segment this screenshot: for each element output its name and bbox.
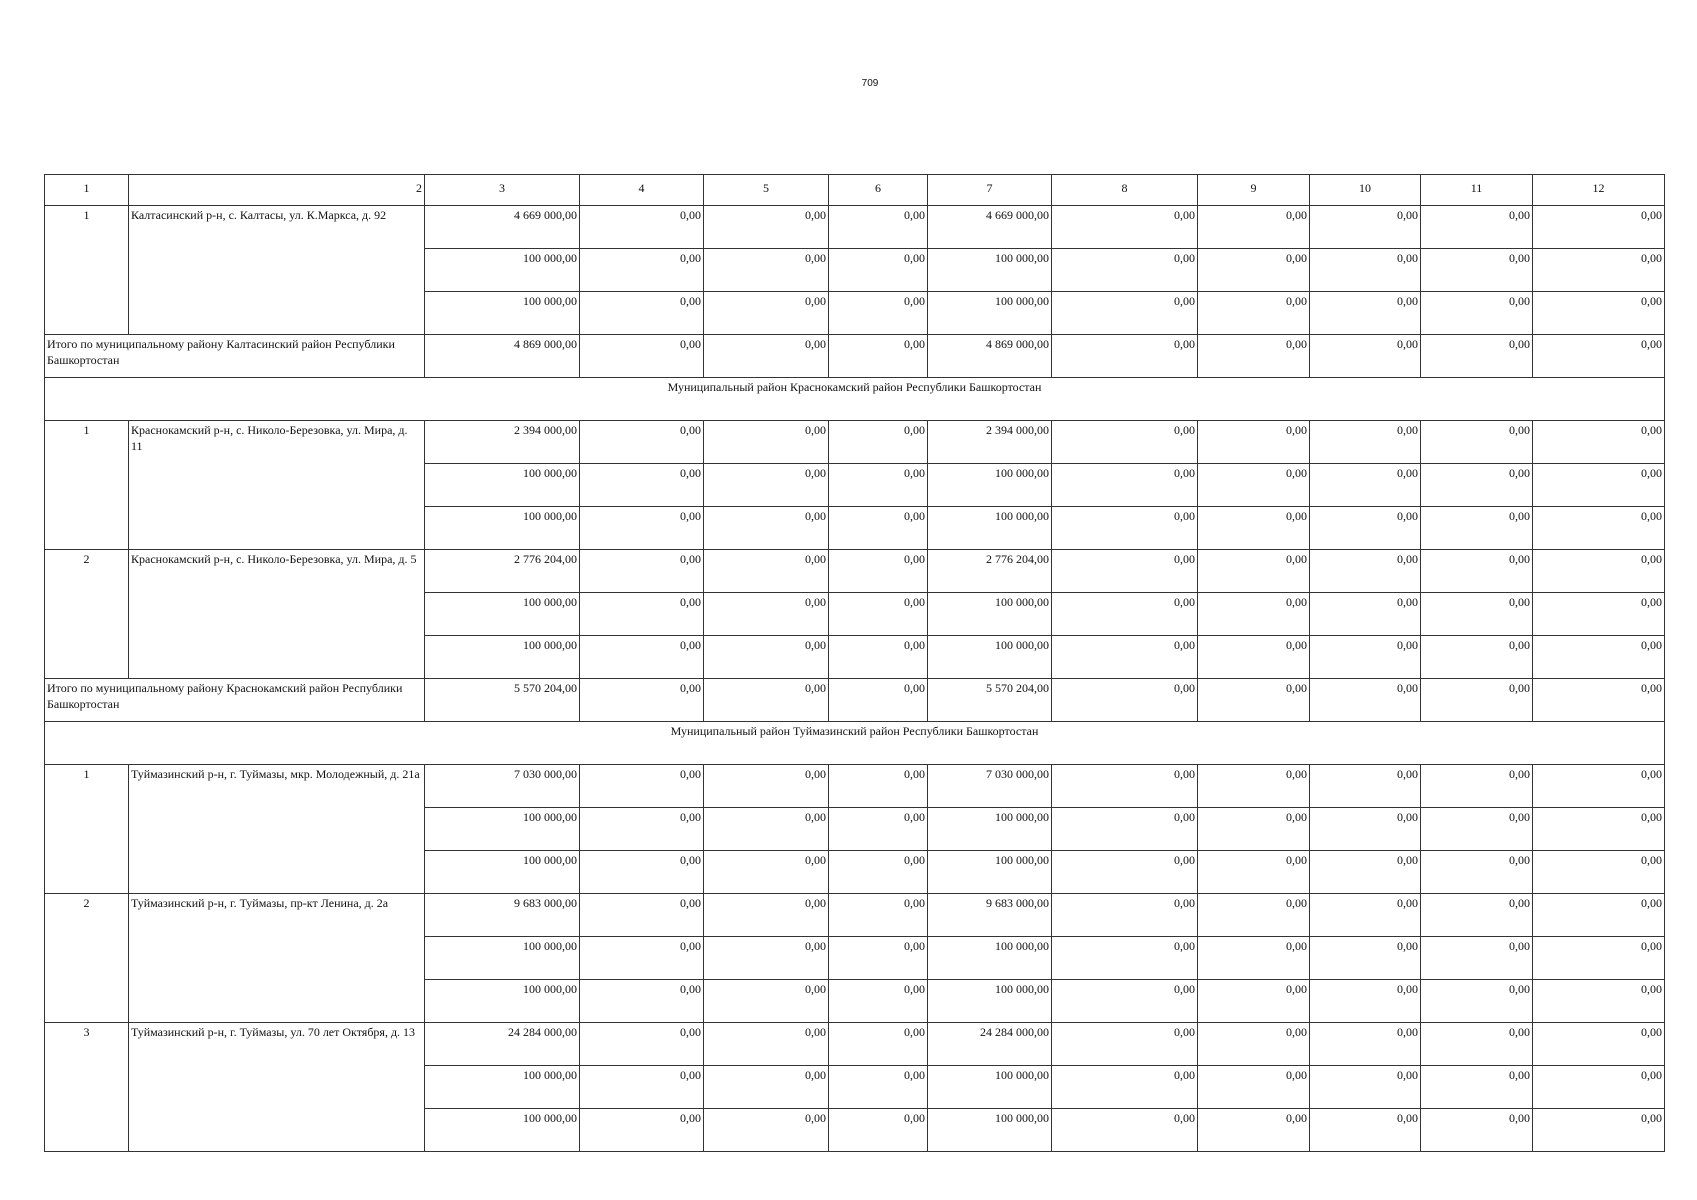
value-cell: 100 000,00 (425, 1066, 580, 1109)
value-cell: 100 000,00 (928, 937, 1052, 980)
value-cell: 0,00 (1533, 636, 1665, 679)
value-cell: 0,00 (1052, 593, 1198, 636)
total-value-cell: 0,00 (1310, 679, 1421, 722)
value-cell: 0,00 (829, 249, 928, 292)
value-cell: 0,00 (1052, 507, 1198, 550)
value-cell: 0,00 (1052, 765, 1198, 808)
header-cell: 6 (829, 175, 928, 206)
value-cell: 0,00 (1198, 206, 1310, 249)
value-cell: 0,00 (580, 980, 704, 1023)
value-cell: 0,00 (1533, 206, 1665, 249)
total-value-cell: 0,00 (580, 335, 704, 378)
total-value-cell: 0,00 (1533, 679, 1665, 722)
table-body (45, 175, 1665, 1152)
value-cell: 100 000,00 (425, 464, 580, 507)
value-cell: 0,00 (580, 894, 704, 937)
value-cell: 0,00 (829, 636, 928, 679)
value-cell: 0,00 (1052, 851, 1198, 894)
value-cell: 0,00 (704, 980, 829, 1023)
value-cell: 0,00 (1310, 636, 1421, 679)
value-cell: 0,00 (1198, 507, 1310, 550)
value-cell: 0,00 (1310, 421, 1421, 464)
section-title: Муниципальный район Туймазинский район Республики Башкортостан (45, 722, 1665, 765)
value-cell: 0,00 (1052, 980, 1198, 1023)
header-cell: 3 (425, 175, 580, 206)
value-cell: 0,00 (829, 593, 928, 636)
value-cell: 0,00 (1052, 808, 1198, 851)
value-cell: 0,00 (1421, 1023, 1533, 1066)
value-cell: 100 000,00 (928, 507, 1052, 550)
value-cell: 0,00 (704, 593, 829, 636)
value-cell: 0,00 (829, 464, 928, 507)
value-cell: 100 000,00 (928, 851, 1052, 894)
total-value-cell: 0,00 (704, 335, 829, 378)
total-value-cell: 0,00 (1198, 679, 1310, 722)
value-cell: 0,00 (580, 550, 704, 593)
header-cell: 8 (1052, 175, 1198, 206)
value-cell: 0,00 (1198, 464, 1310, 507)
value-cell: 0,00 (1052, 464, 1198, 507)
total-label: Итого по муниципальному району Калтасинский район Республики Башкортостан (45, 335, 425, 378)
value-cell: 24 284 000,00 (928, 1023, 1052, 1066)
value-cell: 0,00 (1421, 808, 1533, 851)
value-cell: 0,00 (1533, 937, 1665, 980)
value-cell: 0,00 (1533, 808, 1665, 851)
value-cell: 0,00 (1310, 937, 1421, 980)
value-cell: 0,00 (1198, 937, 1310, 980)
value-cell: 0,00 (580, 292, 704, 335)
value-cell: 0,00 (1421, 636, 1533, 679)
total-value-cell: 4 869 000,00 (425, 335, 580, 378)
value-cell: 0,00 (704, 636, 829, 679)
total-label: Итого по муниципальному району Краснокамский район Республики Башкортостан (45, 679, 425, 722)
value-cell: 0,00 (1198, 851, 1310, 894)
value-cell: 0,00 (1198, 292, 1310, 335)
value-cell: 0,00 (829, 421, 928, 464)
value-cell: 100 000,00 (425, 593, 580, 636)
item-number: 1 (45, 765, 129, 894)
header-row (45, 175, 1665, 206)
value-cell: 2 394 000,00 (928, 421, 1052, 464)
value-cell: 0,00 (704, 292, 829, 335)
value-cell: 0,00 (1052, 1109, 1198, 1152)
value-cell: 0,00 (1198, 980, 1310, 1023)
value-cell: 0,00 (829, 765, 928, 808)
total-value-cell: 0,00 (1310, 335, 1421, 378)
header-cell: 9 (1198, 175, 1310, 206)
item-address: Краснокамский р-н, с. Николо-Березовка, ул. Мира, д. 5 (129, 550, 425, 679)
value-cell: 2 394 000,00 (425, 421, 580, 464)
value-cell: 0,00 (1421, 980, 1533, 1023)
value-cell: 0,00 (1421, 550, 1533, 593)
item-address: Калтасинский р-н, с. Калтасы, ул. К.Маркса, д. 92 (129, 206, 425, 335)
value-cell: 7 030 000,00 (928, 765, 1052, 808)
value-cell: 0,00 (704, 1109, 829, 1152)
value-cell: 0,00 (1198, 1023, 1310, 1066)
value-cell: 0,00 (829, 1109, 928, 1152)
value-cell: 0,00 (829, 206, 928, 249)
value-cell: 100 000,00 (928, 980, 1052, 1023)
value-cell: 0,00 (1310, 808, 1421, 851)
total-value-cell: 0,00 (829, 335, 928, 378)
value-cell: 0,00 (829, 808, 928, 851)
value-cell: 100 000,00 (425, 507, 580, 550)
item-address: Туймазинский р-н, г. Туймазы, ул. 70 лет Октября, д. 13 (129, 1023, 425, 1152)
value-cell: 0,00 (580, 206, 704, 249)
value-cell: 0,00 (1198, 421, 1310, 464)
value-cell: 0,00 (704, 507, 829, 550)
value-cell: 0,00 (829, 1023, 928, 1066)
value-cell: 0,00 (1310, 851, 1421, 894)
value-cell: 0,00 (1533, 851, 1665, 894)
value-cell: 0,00 (1310, 206, 1421, 249)
value-cell: 0,00 (704, 464, 829, 507)
value-cell: 0,00 (1533, 765, 1665, 808)
value-cell: 100 000,00 (928, 1066, 1052, 1109)
value-cell: 100 000,00 (928, 593, 1052, 636)
value-cell: 0,00 (580, 1023, 704, 1066)
value-cell: 7 030 000,00 (425, 765, 580, 808)
header-cell: 10 (1310, 175, 1421, 206)
value-cell: 0,00 (704, 894, 829, 937)
value-cell: 0,00 (580, 507, 704, 550)
section-row (45, 378, 1665, 421)
item-number: 1 (45, 421, 129, 550)
value-cell: 0,00 (704, 1023, 829, 1066)
value-cell: 0,00 (1052, 1066, 1198, 1109)
header-cell: 11 (1421, 175, 1533, 206)
value-cell: 9 683 000,00 (425, 894, 580, 937)
header-cell: 1 (45, 175, 129, 206)
value-cell: 2 776 204,00 (425, 550, 580, 593)
value-cell: 0,00 (580, 808, 704, 851)
value-cell: 0,00 (1533, 1023, 1665, 1066)
total-value-cell: 0,00 (829, 679, 928, 722)
value-cell: 100 000,00 (425, 249, 580, 292)
table-row (45, 550, 1665, 593)
header-cell: 7 (928, 175, 1052, 206)
value-cell: 0,00 (1052, 421, 1198, 464)
value-cell: 0,00 (1421, 765, 1533, 808)
value-cell: 0,00 (1198, 894, 1310, 937)
value-cell: 0,00 (1198, 808, 1310, 851)
table-row (45, 206, 1665, 249)
value-cell: 0,00 (580, 464, 704, 507)
header-cell: 4 (580, 175, 704, 206)
total-value-cell: 0,00 (1198, 335, 1310, 378)
value-cell: 0,00 (1198, 1066, 1310, 1109)
value-cell: 0,00 (1052, 894, 1198, 937)
value-cell: 0,00 (1052, 550, 1198, 593)
value-cell: 0,00 (1421, 507, 1533, 550)
value-cell: 0,00 (1198, 249, 1310, 292)
value-cell: 100 000,00 (928, 292, 1052, 335)
value-cell: 0,00 (580, 765, 704, 808)
table-row (45, 894, 1665, 937)
value-cell: 0,00 (704, 1066, 829, 1109)
value-cell: 0,00 (1533, 1109, 1665, 1152)
value-cell: 0,00 (1533, 550, 1665, 593)
value-cell: 0,00 (580, 937, 704, 980)
page-number: 709 (861, 78, 879, 89)
header-cell: 12 (1533, 175, 1665, 206)
value-cell: 0,00 (829, 980, 928, 1023)
value-cell: 0,00 (829, 937, 928, 980)
value-cell: 0,00 (1310, 894, 1421, 937)
value-cell: 0,00 (580, 851, 704, 894)
value-cell: 0,00 (1421, 206, 1533, 249)
item-number: 2 (45, 894, 129, 1023)
value-cell: 100 000,00 (928, 808, 1052, 851)
value-cell: 0,00 (1533, 421, 1665, 464)
value-cell: 0,00 (580, 593, 704, 636)
value-cell: 100 000,00 (425, 851, 580, 894)
value-cell: 100 000,00 (928, 1109, 1052, 1152)
value-cell: 0,00 (1052, 636, 1198, 679)
value-cell: 0,00 (1310, 507, 1421, 550)
value-cell: 0,00 (1310, 1023, 1421, 1066)
value-cell: 0,00 (829, 292, 928, 335)
value-cell: 0,00 (829, 507, 928, 550)
value-cell: 0,00 (1198, 593, 1310, 636)
value-cell: 0,00 (704, 937, 829, 980)
value-cell: 0,00 (1421, 937, 1533, 980)
value-cell: 0,00 (1533, 507, 1665, 550)
value-cell: 0,00 (704, 765, 829, 808)
value-cell: 0,00 (1533, 593, 1665, 636)
section-title: Муниципальный район Краснокамский район Республики Башкортостан (45, 378, 1665, 421)
value-cell: 4 669 000,00 (425, 206, 580, 249)
value-cell: 0,00 (580, 636, 704, 679)
item-address: Краснокамский р-н, с. Николо-Березовка, ул. Мира, д. 11 (129, 421, 425, 550)
total-value-cell: 5 570 204,00 (928, 679, 1052, 722)
value-cell: 0,00 (704, 808, 829, 851)
value-cell: 0,00 (1310, 765, 1421, 808)
value-cell: 0,00 (1310, 550, 1421, 593)
value-cell: 0,00 (704, 421, 829, 464)
value-cell: 0,00 (1421, 851, 1533, 894)
value-cell: 0,00 (1310, 464, 1421, 507)
value-cell: 0,00 (1198, 636, 1310, 679)
value-cell: 0,00 (829, 894, 928, 937)
table-row (45, 421, 1665, 464)
total-value-cell: 0,00 (1421, 679, 1533, 722)
value-cell: 100 000,00 (425, 292, 580, 335)
total-value-cell: 5 570 204,00 (425, 679, 580, 722)
item-number: 1 (45, 206, 129, 335)
total-row (45, 679, 1665, 722)
value-cell: 0,00 (829, 1066, 928, 1109)
item-address: Туймазинский р-н, г. Туймазы, пр-кт Ленина, д. 2а (129, 894, 425, 1023)
value-cell: 0,00 (704, 206, 829, 249)
value-cell: 0,00 (829, 851, 928, 894)
item-number: 3 (45, 1023, 129, 1152)
value-cell: 0,00 (1421, 249, 1533, 292)
value-cell: 4 669 000,00 (928, 206, 1052, 249)
total-row (45, 335, 1665, 378)
total-value-cell: 4 869 000,00 (928, 335, 1052, 378)
value-cell: 9 683 000,00 (928, 894, 1052, 937)
value-cell: 24 284 000,00 (425, 1023, 580, 1066)
value-cell: 0,00 (1421, 464, 1533, 507)
value-cell: 100 000,00 (425, 808, 580, 851)
value-cell: 0,00 (1310, 292, 1421, 335)
value-cell: 0,00 (1198, 765, 1310, 808)
total-value-cell: 0,00 (580, 679, 704, 722)
total-value-cell: 0,00 (1052, 679, 1198, 722)
value-cell: 0,00 (1421, 421, 1533, 464)
value-cell: 0,00 (1198, 1109, 1310, 1152)
table-row (45, 1023, 1665, 1066)
value-cell: 0,00 (1421, 1109, 1533, 1152)
value-cell: 2 776 204,00 (928, 550, 1052, 593)
total-value-cell: 0,00 (704, 679, 829, 722)
value-cell: 0,00 (580, 1109, 704, 1152)
value-cell: 0,00 (1052, 1023, 1198, 1066)
value-cell: 0,00 (1052, 206, 1198, 249)
value-cell: 100 000,00 (928, 249, 1052, 292)
value-cell: 0,00 (1310, 980, 1421, 1023)
item-number: 2 (45, 550, 129, 679)
value-cell: 0,00 (1421, 292, 1533, 335)
value-cell: 0,00 (1052, 249, 1198, 292)
table-row (45, 765, 1665, 808)
value-cell: 0,00 (1533, 292, 1665, 335)
value-cell: 0,00 (1310, 1109, 1421, 1152)
value-cell: 100 000,00 (425, 636, 580, 679)
value-cell: 0,00 (580, 249, 704, 292)
value-cell: 0,00 (1421, 593, 1533, 636)
value-cell: 0,00 (829, 550, 928, 593)
value-cell: 0,00 (1421, 894, 1533, 937)
value-cell: 100 000,00 (928, 464, 1052, 507)
value-cell: 0,00 (1052, 937, 1198, 980)
value-cell: 0,00 (1310, 249, 1421, 292)
value-cell: 100 000,00 (425, 1109, 580, 1152)
value-cell: 0,00 (1421, 1066, 1533, 1109)
data-table (44, 174, 1665, 1152)
value-cell: 100 000,00 (425, 980, 580, 1023)
value-cell: 0,00 (1198, 550, 1310, 593)
value-cell: 0,00 (1533, 894, 1665, 937)
section-row (45, 722, 1665, 765)
value-cell: 0,00 (704, 851, 829, 894)
value-cell: 0,00 (704, 550, 829, 593)
value-cell: 0,00 (1533, 249, 1665, 292)
value-cell: 100 000,00 (425, 937, 580, 980)
value-cell: 100 000,00 (928, 636, 1052, 679)
total-value-cell: 0,00 (1052, 335, 1198, 378)
item-address: Туймазинский р-н, г. Туймазы, мкр. Молодежный, д. 21а (129, 765, 425, 894)
header-cell: 5 (704, 175, 829, 206)
value-cell: 0,00 (1310, 1066, 1421, 1109)
value-cell: 0,00 (1533, 980, 1665, 1023)
value-cell: 0,00 (704, 249, 829, 292)
total-value-cell: 0,00 (1533, 335, 1665, 378)
value-cell: 0,00 (1533, 464, 1665, 507)
value-cell: 0,00 (580, 421, 704, 464)
value-cell: 0,00 (580, 1066, 704, 1109)
header-cell: 2 (129, 175, 425, 206)
value-cell: 0,00 (1533, 1066, 1665, 1109)
value-cell: 0,00 (1310, 593, 1421, 636)
total-value-cell: 0,00 (1421, 335, 1533, 378)
value-cell: 0,00 (1052, 292, 1198, 335)
